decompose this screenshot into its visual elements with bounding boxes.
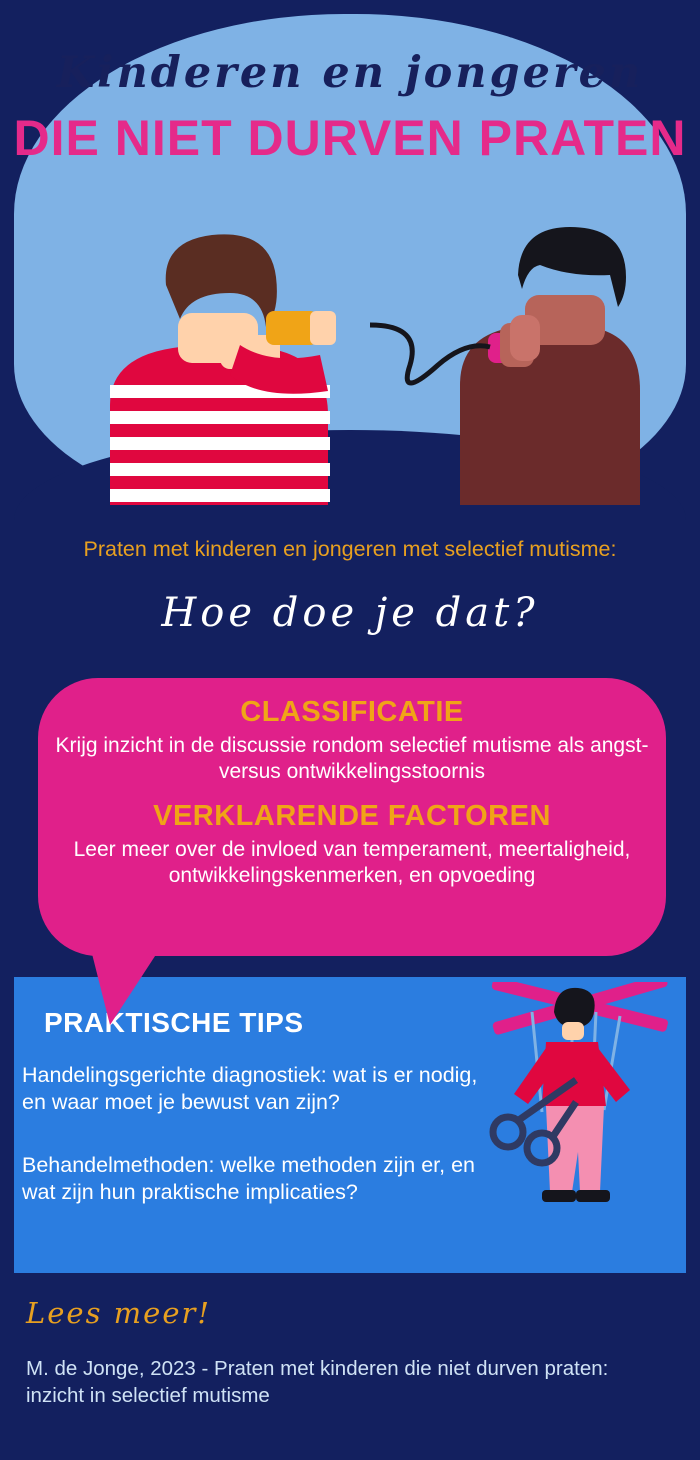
bubble-text-classificatie: Krijg inzicht in de discussie rondom selectief mutisme als angst- versus ontwikkelingsstoornis	[55, 734, 649, 783]
marionette-puppet-illustration	[480, 982, 680, 1267]
child-right	[460, 227, 640, 505]
tips-text-diagnostiek: Handelingsgerichte diagnostiek: wat is er nodig, en waar moet je bewust van zijn?	[22, 1063, 478, 1114]
tips-heading: PRAKTISCHE TIPS	[44, 1007, 304, 1038]
tin-can-phone-illustration	[70, 215, 640, 505]
read-more-cta[interactable]: Lees meer!	[26, 1296, 212, 1330]
child-left	[110, 234, 336, 505]
page-title-bold: DIE NIET DURVEN PRATEN	[13, 110, 687, 166]
reference-text: M. de Jonge, 2023 - Praten met kinderen die niet durven praten: inzicht in selectief mutisme	[26, 1357, 609, 1407]
intro-script-text: Hoe doe je dat?	[161, 590, 539, 636]
page-title-script: Kinderen en jongeren	[56, 48, 644, 98]
bubble-heading-classificatie: CLASSIFICATIE	[240, 696, 464, 728]
bubble-heading-verklarende-factoren: VERKLARENDE FACTOREN	[153, 800, 551, 833]
intro-text: Praten met kinderen en jongeren met selectief mutisme:	[83, 537, 617, 561]
tips-text-behandelmethoden: Behandelmethoden: welke methoden zijn er, en wat zijn hun praktische implicaties?	[22, 1153, 476, 1204]
speech-bubble-content	[48, 690, 656, 888]
bubble-text-verklarende-factoren: Leer meer over de invloed van temperament, meertaligheid, ontwikkelingskenmerken, en opvoeding	[73, 838, 631, 887]
